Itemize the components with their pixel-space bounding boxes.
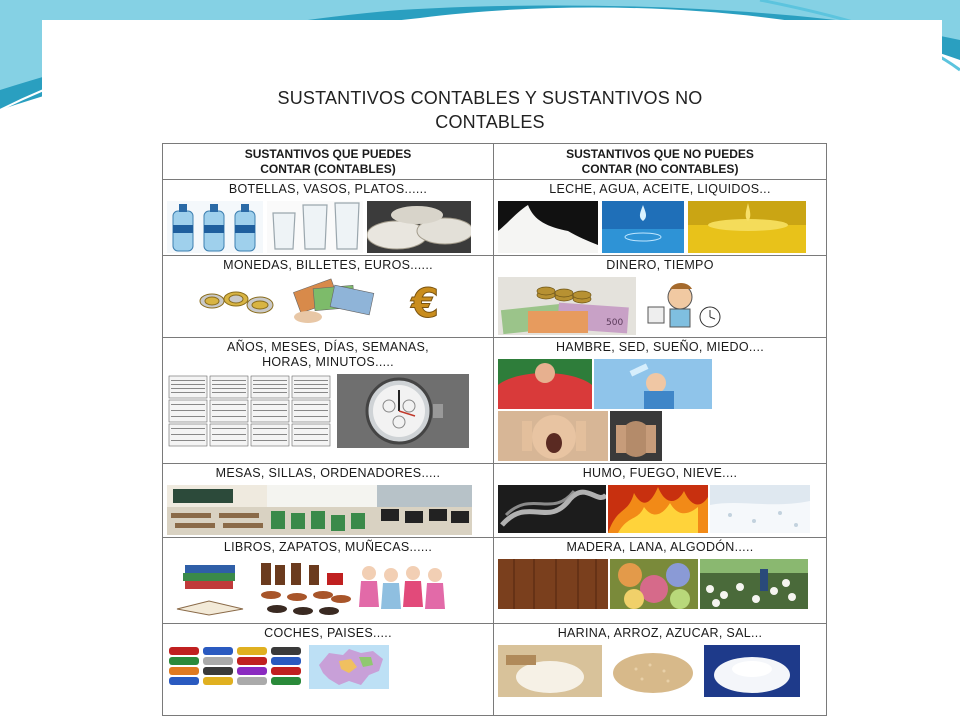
table-row [163, 624, 827, 716]
fear-photo [610, 411, 662, 461]
cell-label: MONEDAS, BILLETES, EUROS...... [223, 258, 433, 272]
glasses-photo [267, 201, 363, 253]
rice-photo [606, 645, 700, 697]
cell-uncountable [494, 338, 827, 464]
cell-uncountable [494, 538, 827, 624]
cars-photo [167, 645, 307, 689]
coins-photo [192, 277, 282, 325]
cell-countable [163, 338, 494, 464]
water-drop-photo [602, 201, 684, 253]
header-countable [163, 144, 494, 180]
svg-text:500: 500 [606, 318, 624, 328]
money-pile-photo [498, 277, 636, 335]
cell-countable [163, 624, 494, 716]
cotton-field-photo [700, 559, 808, 609]
clock-cartoon-illustration [640, 277, 730, 335]
cell-uncountable [494, 256, 827, 338]
watermelon-photo [498, 359, 592, 409]
wool-photo [610, 559, 698, 609]
table-header-row [163, 144, 827, 180]
cell-label: COCHES, PAISES..... [264, 626, 392, 640]
cell-label: HAMBRE, SED, SUEÑO, MIEDO.... [555, 340, 765, 354]
svg-text:€: € [411, 281, 439, 325]
calendar-photo [167, 374, 333, 448]
classroom-photo [167, 485, 472, 535]
cell-label: HARINA, ARROZ, AZUCAR, SAL... [557, 626, 763, 640]
table-row [163, 464, 827, 538]
watch-photo [337, 374, 469, 448]
oil-photo [688, 201, 806, 253]
euro-symbol-photo [386, 277, 464, 325]
cell-countable [163, 180, 494, 256]
table-row [163, 538, 827, 624]
cell-label-line2: HORAS, MINUTOS..... [262, 355, 394, 369]
fire-photo [608, 485, 708, 533]
shoes-photo [257, 559, 353, 619]
milk-splash-photo [498, 201, 598, 253]
books-photo [167, 559, 253, 619]
salt-photo [704, 645, 800, 697]
cell-label: MESAS, SILLAS, ORDENADORES..... [215, 466, 441, 480]
cell-label: AÑOS, MESES, DÍAS, SEMANAS, [227, 340, 429, 354]
banknotes-photo [286, 277, 382, 325]
water-bottles-photo [167, 201, 263, 253]
table-row [163, 180, 827, 256]
cell-countable [163, 256, 494, 338]
title-line-1: SUSTANTIVOS CONTABLES Y SUSTANTIVOS NO [277, 88, 703, 108]
header-countable-line2: CONTAR (CONTABLES) [260, 161, 396, 176]
title-line-2: CONTABLES [435, 112, 545, 132]
nouns-table [162, 143, 827, 716]
flour-photo [498, 645, 602, 697]
dolls-photo [357, 559, 447, 619]
header-uncountable-line2: CONTAR (NO CONTABLES) [581, 161, 739, 176]
yawn-photo [498, 411, 608, 461]
cell-countable [163, 538, 494, 624]
cell-uncountable [494, 180, 827, 256]
wood-photo [498, 559, 608, 609]
header-countable-line1: SUSTANTIVOS QUE PUEDES [244, 146, 412, 161]
header-uncountable [494, 144, 827, 180]
smoke-photo [498, 485, 606, 533]
plates-photo [367, 201, 471, 253]
header-uncountable-line1: SUSTANTIVOS QUE NO PUEDES [566, 146, 754, 161]
snow-photo [710, 485, 810, 533]
cell-countable [163, 464, 494, 538]
document-title [200, 86, 780, 134]
cell-uncountable [494, 464, 827, 538]
drinking-photo [594, 359, 712, 409]
cell-label: MADERA, LANA, ALGODÓN..... [566, 540, 754, 554]
cell-uncountable [494, 624, 827, 716]
table-row [163, 256, 827, 338]
cell-label: LECHE, AGUA, ACEITE, LIQUIDOS... [549, 182, 771, 196]
europe-map-photo [309, 645, 389, 689]
table-row [163, 338, 827, 464]
cell-label: LIBROS, ZAPATOS, MUÑECAS...... [223, 540, 433, 554]
cell-label: DINERO, TIEMPO [606, 258, 714, 272]
cell-label: BOTELLAS, VASOS, PLATOS...... [228, 182, 428, 196]
cell-label: HUMO, FUEGO, NIEVE.... [582, 466, 738, 480]
